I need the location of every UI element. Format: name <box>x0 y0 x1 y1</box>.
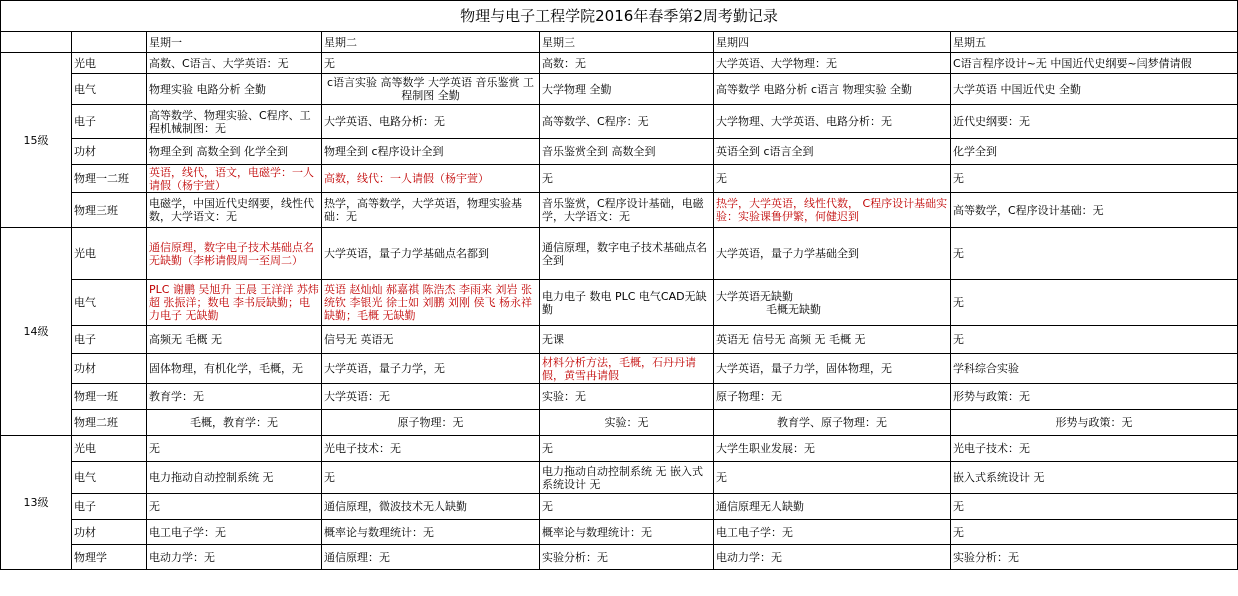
class-name-cell: 光电 <box>72 436 147 462</box>
attendance-cell: 大学生职业发展：无 <box>714 436 951 462</box>
attendance-cell: 物理全到 c程序设计全到 <box>322 139 540 165</box>
attendance-cell: 大学英语，量子力学基础点名都到 <box>322 228 540 280</box>
attendance-cell: 英语全到 c语言全到 <box>714 139 951 165</box>
attendance-cell: 实验分析：无 <box>951 545 1238 570</box>
attendance-cell: 固体物理，有机化学，毛概，无 <box>147 354 322 384</box>
attendance-cell: 无 <box>951 280 1238 326</box>
attendance-cell: 无 <box>714 462 951 494</box>
attendance-cell: 实验：无 <box>540 410 714 436</box>
attendance-cell: 高等数学、C程序：无 <box>540 105 714 139</box>
table-row <box>1 280 1238 326</box>
attendance-cell: 电力电子 数电 PLC 电气CAD无缺勤 <box>540 280 714 326</box>
attendance-cell: 热学，大学英语，线性代数， C程序设计基础实验：实验课鲁伊繁，何健迟到 <box>714 193 951 228</box>
table-row <box>1 354 1238 384</box>
attendance-cell: 电磁学，中国近代史纲要，线性代数，大学语文：无 <box>147 193 322 228</box>
table-row <box>1 410 1238 436</box>
attendance-cell: 毛概，教育学：无 <box>147 410 322 436</box>
class-name-cell: 功材 <box>72 520 147 545</box>
class-name-cell: 光电 <box>72 228 147 280</box>
table-row <box>1 545 1238 570</box>
attendance-cell: 通信原理，数字电子技术基础点名无缺勤（李彬请假周一至周二） <box>147 228 322 280</box>
attendance-cell: c语言实验 高等数学 大学英语 音乐鉴赏 工程制图 全勤 <box>322 74 540 105</box>
attendance-cell: C语言程序设计~无 中国近代史纲要~闫梦倩请假 <box>951 53 1238 74</box>
header-wednesday: 星期三 <box>540 32 714 53</box>
header-thursday: 星期四 <box>714 32 951 53</box>
attendance-cell: 无 <box>540 494 714 520</box>
class-name-cell: 光电 <box>72 53 147 74</box>
attendance-cell: 高等数学、物理实验、C程序、工程机械制图：无 <box>147 105 322 139</box>
class-name-cell: 电气 <box>72 280 147 326</box>
attendance-cell: 物理全到 高数全到 化学全到 <box>147 139 322 165</box>
attendance-cell: 高等数学 电路分析 c语言 物理实验 全勤 <box>714 74 951 105</box>
table-row <box>1 520 1238 545</box>
grade-cell: 14级 <box>1 228 72 436</box>
attendance-cell: 无 <box>540 436 714 462</box>
table-row <box>1 139 1238 165</box>
attendance-cell: 概率论与数理统计：无 <box>540 520 714 545</box>
class-name-cell: 电子 <box>72 105 147 139</box>
attendance-cell: 大学英语：无 <box>322 384 540 410</box>
attendance-cell <box>714 280 951 326</box>
table-row <box>1 53 1238 74</box>
attendance-cell: 原子物理：无 <box>714 384 951 410</box>
table-row <box>1 228 1238 280</box>
header-class-cell <box>72 32 147 53</box>
header-tuesday: 星期二 <box>322 32 540 53</box>
attendance-cell: 无 <box>951 494 1238 520</box>
class-name-cell: 电气 <box>72 74 147 105</box>
class-name-cell: 电子 <box>72 494 147 520</box>
table-row <box>1 494 1238 520</box>
attendance-cell: 热学，高等数学，大学英语，物理实验基础：无 <box>322 193 540 228</box>
attendance-cell: 原子物理：无 <box>322 410 540 436</box>
attendance-cell: 无 <box>951 228 1238 280</box>
attendance-cell: 教育学、原子物理：无 <box>714 410 951 436</box>
class-name-cell: 物理学 <box>72 545 147 570</box>
attendance-cell: PLC 谢鹏 吴旭升 王晨 王洋洋 苏炜超 张振洋；数电 李书辰缺勤；电力电子 无缺勤 <box>147 280 322 326</box>
attendance-cell: 无 <box>322 53 540 74</box>
attendance-cell: 信号无 英语无 <box>322 326 540 354</box>
attendance-cell: 形势与政策：无 <box>951 384 1238 410</box>
attendance-cell: 大学物理 全勤 <box>540 74 714 105</box>
attendance-cell: 无 <box>951 165 1238 193</box>
attendance-cell: 通信原理无人缺勤 <box>714 494 951 520</box>
attendance-cell: 大学英语，量子力学，固体物理，无 <box>714 354 951 384</box>
header-friday: 星期五 <box>951 32 1238 53</box>
class-name-cell: 物理一二班 <box>72 165 147 193</box>
attendance-cell: 光电子技术：无 <box>951 436 1238 462</box>
attendance-cell: 嵌入式系统设计 无 <box>951 462 1238 494</box>
attendance-cell: 电动力学：无 <box>147 545 322 570</box>
table-row <box>1 326 1238 354</box>
attendance-cell: 英语 赵灿灿 郝嘉祺 陈浩杰 李雨来 刘岩 张统钦 李银光 徐士如 刘鹏 刘刚 侯飞 杨永祥缺勤；毛概 无缺勤 <box>322 280 540 326</box>
attendance-cell: 电工电子学：无 <box>147 520 322 545</box>
attendance-cell: 化学全到 <box>951 139 1238 165</box>
table-row <box>1 193 1238 228</box>
attendance-cell: 实验分析：无 <box>540 545 714 570</box>
table-row <box>1 105 1238 139</box>
attendance-cell: 概率论与数理统计：无 <box>322 520 540 545</box>
attendance-cell: 教育学：无 <box>147 384 322 410</box>
attendance-cell: 高数：无 <box>540 53 714 74</box>
class-name-cell: 物理三班 <box>72 193 147 228</box>
attendance-cell: 材料分析方法，毛概，石丹丹请假，黄雪冉请假 <box>540 354 714 384</box>
attendance-cell: 音乐鉴赏，C程序设计基础，电磁学，大学语文：无 <box>540 193 714 228</box>
attendance-cell: 电工电子学：无 <box>714 520 951 545</box>
class-name-cell: 物理二班 <box>72 410 147 436</box>
grade-cell: 13级 <box>1 436 72 570</box>
attendance-cell: 无 <box>322 462 540 494</box>
attendance-cell: 大学英语，量子力学基础全到 <box>714 228 951 280</box>
attendance-cell: 通信原理，数字电子技术基础点名全到 <box>540 228 714 280</box>
attendance-cell: 实验：无 <box>540 384 714 410</box>
class-name-cell: 电气 <box>72 462 147 494</box>
class-name-cell: 功材 <box>72 354 147 384</box>
attendance-cell: 学科综合实验 <box>951 354 1238 384</box>
attendance-cell: 物理实验 电路分析 全勤 <box>147 74 322 105</box>
attendance-cell: 音乐鉴赏全到 高数全到 <box>540 139 714 165</box>
attendance-cell: 无 <box>147 436 322 462</box>
class-name-cell: 物理一班 <box>72 384 147 410</box>
cell-line: 毛概无缺勤 <box>766 302 821 316</box>
grade-cell: 15级 <box>1 53 72 228</box>
attendance-cell: 无 <box>951 520 1238 545</box>
attendance-cell: 无 <box>540 165 714 193</box>
attendance-cell: 无课 <box>540 326 714 354</box>
class-name-cell: 功材 <box>72 139 147 165</box>
attendance-cell: 无 <box>951 326 1238 354</box>
attendance-cell: 光电子技术：无 <box>322 436 540 462</box>
attendance-cell: 电力拖动自动控制系统 无 嵌入式系统设计 无 <box>540 462 714 494</box>
attendance-cell: 高数、C语言、大学英语：无 <box>147 53 322 74</box>
header-grade-cell <box>1 32 72 53</box>
header-row <box>1 32 1238 53</box>
table-row <box>1 384 1238 410</box>
attendance-cell: 电动力学：无 <box>714 545 951 570</box>
attendance-cell: 电力拖动自动控制系统 无 <box>147 462 322 494</box>
attendance-cell: 形势与政策：无 <box>951 410 1238 436</box>
cell-line: 大学英语无缺勤 <box>716 289 793 303</box>
attendance-cell: 通信原理：无 <box>322 545 540 570</box>
table-row <box>1 74 1238 105</box>
table-row <box>1 436 1238 462</box>
attendance-cell: 英语，线代，语文，电磁学：一人请假（杨宇萱） <box>147 165 322 193</box>
attendance-cell: 无 <box>147 494 322 520</box>
attendance-cell: 大学英语，量子力学，无 <box>322 354 540 384</box>
attendance-cell: 大学英语、电路分析：无 <box>322 105 540 139</box>
attendance-cell: 高数，线代：一人请假（杨宇萱） <box>322 165 540 193</box>
header-monday: 星期一 <box>147 32 322 53</box>
table-row <box>1 462 1238 494</box>
table-row <box>1 165 1238 193</box>
attendance-cell: 近代史纲要：无 <box>951 105 1238 139</box>
page-title: 物理与电子工程学院2016年春季第2周考勤记录 <box>1 1 1238 32</box>
attendance-cell: 通信原理，微波技术无人缺勤 <box>322 494 540 520</box>
attendance-cell: 大学英语、大学物理：无 <box>714 53 951 74</box>
attendance-cell: 无 <box>714 165 951 193</box>
attendance-cell: 英语无 信号无 高频 无 毛概 无 <box>714 326 951 354</box>
class-name-cell: 电子 <box>72 326 147 354</box>
attendance-cell: 大学物理、大学英语、电路分析：无 <box>714 105 951 139</box>
attendance-cell: 高等数学，C程序设计基础：无 <box>951 193 1238 228</box>
attendance-cell: 高频无 毛概 无 <box>147 326 322 354</box>
attendance-cell: 大学英语 中国近代史 全勤 <box>951 74 1238 105</box>
